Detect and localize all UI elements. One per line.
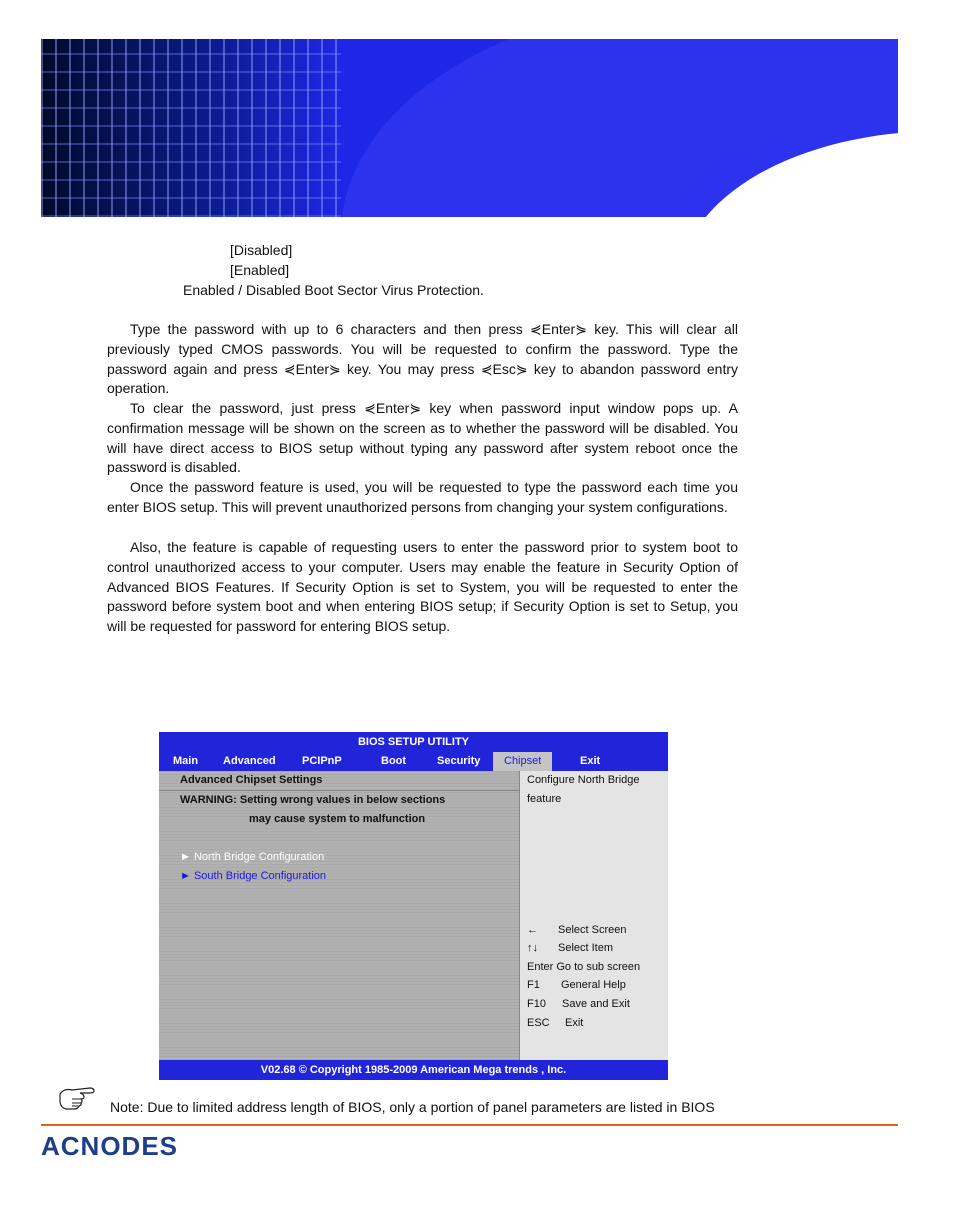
section-divider bbox=[159, 790, 519, 791]
circuit-board-image bbox=[41, 39, 341, 217]
paragraph-text: Once the password feature is used, you will be requested to type the password each time you enter BIOS setup. This will prevent unauthorized persons from changing your system configurations. bbox=[107, 479, 738, 515]
menu-advanced[interactable]: Advanced bbox=[223, 755, 276, 767]
paragraph bbox=[107, 538, 738, 637]
key-action: Select Screen bbox=[558, 924, 627, 936]
help-text-line-2: feature bbox=[527, 793, 562, 805]
key-hint bbox=[527, 979, 626, 992]
key-hint bbox=[527, 1017, 583, 1030]
triangle-right-icon: ► bbox=[180, 870, 191, 882]
bios-menu-bar bbox=[159, 752, 668, 771]
key-hint bbox=[527, 942, 613, 955]
warning-line-2: may cause system to malfunction bbox=[249, 813, 426, 825]
paragraph-text: Also, the feature is capable of requesting users to enter the password prior to system boot to control unauthorized access to your computer. Users may enable the feature in Security Option of Advanced BIOS Features. If Security Option is set to System, you will be requested to enter the password before system boot and when entering BIOS setup; if Security Option is set to Setup, you will be requested for password for entering BIOS setup. bbox=[107, 539, 738, 635]
paragraph bbox=[107, 478, 738, 518]
menu-chipset[interactable]: Chipset bbox=[493, 752, 552, 771]
key-name: ESC bbox=[527, 1017, 550, 1029]
menu-pcipnp[interactable]: PCIPnP bbox=[302, 755, 342, 767]
menu-exit[interactable]: Exit bbox=[580, 755, 601, 767]
key-hint bbox=[527, 924, 626, 937]
entry-label: North Bridge Configuration bbox=[193, 851, 325, 863]
company-logo: ACNODES bbox=[41, 1131, 179, 1161]
paragraph-text: To clear the password, just press ⋞Enter⋟ key when password input window pops up. A confirmation message will be shown on the screen as to whether the password will be disabled. You will have direct access to BIOS setup without typing any password after system reboot once the password is disabled. bbox=[107, 400, 738, 476]
menu-main[interactable]: Main bbox=[173, 755, 199, 767]
key-name: Enter bbox=[527, 961, 554, 973]
key-action: Go to sub screen bbox=[556, 961, 641, 973]
entry-label: South Bridge Configuration bbox=[193, 870, 327, 882]
note-text: Note: Due to limited address length of BIOS, only a portion of panel parameters are listed in BIOS bbox=[110, 1099, 715, 1115]
key-hint bbox=[527, 998, 630, 1011]
menu-entry-north-bridge[interactable] bbox=[180, 851, 324, 864]
key-name: F1 bbox=[527, 979, 540, 991]
key-action: Save and Exit bbox=[562, 998, 630, 1010]
key-action: General Help bbox=[561, 979, 626, 991]
arrow-up-down-icon: ↑↓ bbox=[527, 942, 538, 954]
option-disabled: [Disabled] bbox=[230, 242, 293, 258]
bios-main-panel bbox=[159, 771, 519, 1060]
option-description: Enabled / Disabled Boot Sector Virus Protection. bbox=[183, 282, 484, 298]
triangle-right-icon: ► bbox=[180, 851, 191, 863]
help-text-line-1: Configure North Bridge bbox=[527, 774, 640, 786]
bios-footer: V02.68 © Copyright 1985-2009 American Mega trends , Inc. bbox=[159, 1060, 668, 1080]
arrow-left-icon: ← bbox=[527, 924, 538, 936]
paragraph bbox=[107, 399, 738, 478]
paragraph bbox=[107, 320, 738, 399]
bios-help-panel bbox=[519, 771, 668, 1060]
section-title: Advanced Chipset Settings bbox=[180, 774, 323, 786]
option-enabled: [Enabled] bbox=[230, 262, 290, 278]
menu-security[interactable]: Security bbox=[437, 755, 481, 767]
warning-line-1: WARNING: Setting wrong values in below sections bbox=[180, 794, 446, 806]
key-name: F10 bbox=[527, 998, 546, 1010]
key-hint bbox=[527, 961, 640, 974]
pointing-hand-icon bbox=[56, 1082, 98, 1112]
footer-rule bbox=[41, 1124, 898, 1126]
bios-screenshot bbox=[159, 732, 668, 1080]
header-banner bbox=[41, 39, 898, 217]
paragraph-text: Type the password with up to 6 characters and then press ⋞Enter⋟ key. This will clear all previously typed CMOS passwords. You will be requested to confirm the password. Type the password again and press ⋞Enter⋟ key. You may press ⋞Esc⋟ key to abandon password entry operation. bbox=[107, 321, 738, 397]
menu-boot[interactable]: Boot bbox=[381, 755, 407, 767]
menu-entry-south-bridge[interactable] bbox=[180, 870, 326, 883]
key-action: Exit bbox=[565, 1017, 584, 1029]
bios-title: BIOS SETUP UTILITY bbox=[159, 732, 668, 752]
key-action: Select Item bbox=[558, 942, 614, 954]
